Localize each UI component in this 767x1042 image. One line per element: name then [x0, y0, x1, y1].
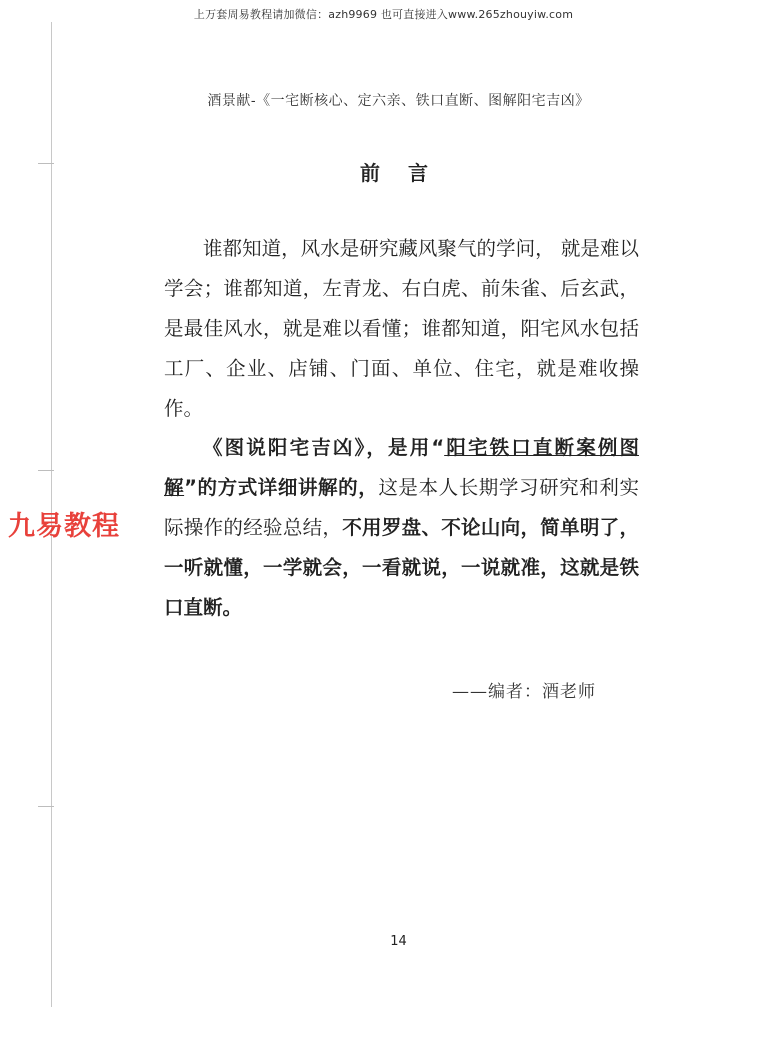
document-header: 酒景献-《一宅断核心、定六亲、铁口直断、图解阳宅吉凶》 — [207, 93, 590, 109]
paragraph-2-part-1: 《图说阳宅吉凶》，是用“ — [203, 436, 445, 459]
top-watermark-text: 上万套周易教程请加微信：azh9969 也可直接进入www.265zhouyiw.com — [193, 8, 574, 21]
author-signature: ——编者：酒老师 — [452, 682, 596, 702]
page-title: 前言 — [360, 161, 456, 185]
binding-tick-mark — [38, 163, 54, 164]
paragraph-1: 谁都知道，风水是研究藏风聚气的学问， 就是难以学会；谁都知道，左青龙、右白虎、前朱雀、后玄武，是最佳风水，就是难以看懂；谁都知道，阳宅风水包括工厂、企业、店铺、门面、单位、住宅，就是难收操作。 — [164, 237, 639, 420]
binding-tick-mark — [38, 470, 54, 471]
paragraph-2 — [164, 428, 639, 628]
paragraph-2-part-3: ”的方式详细讲解的， — [184, 476, 379, 499]
paragraph-2-part-5: 不用罗盘、不论山向，简单明了，一听就懂，一学就会，一看就说，一说就准，这就是铁口直断。 — [164, 516, 639, 619]
page-number: 14 — [390, 934, 407, 949]
paragraph-2-part-4: 这是本人长期学习研究和利实际操作的经验总结， — [164, 476, 639, 539]
binding-tick-mark — [38, 806, 54, 807]
side-watermark-logo: 九易教程 — [8, 511, 120, 542]
paragraph-2-underlined-phrase: 阳宅铁口直断案例图解 — [164, 436, 639, 499]
